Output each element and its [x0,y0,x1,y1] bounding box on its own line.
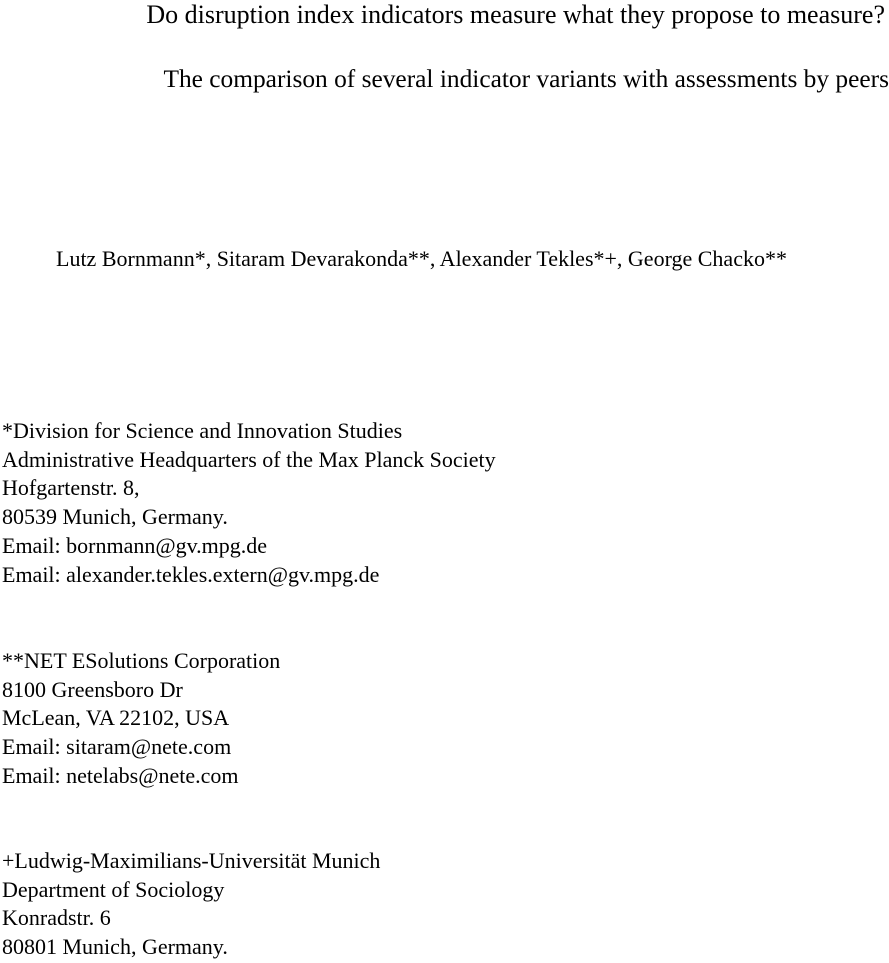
affiliation-line: 8100 Greensboro Dr [2,676,183,702]
affiliation-max-planck [2,417,496,589]
affiliation-email: Email: netelabs@nete.com [2,762,239,788]
affiliation-line: Department of Sociology [2,876,225,902]
affiliation-line: Administrative Headquarters of the Max Planck Society [2,446,496,472]
author-list: Lutz Bornmann*, Sitaram Devarakonda**, Alexander Tekles*+, George Chacko** [56,246,787,271]
affiliation-line: +Ludwig-Maximilians-Universität Munich [2,848,381,873]
affiliation-email: Email: bornmann@gv.mpg.de [2,532,268,558]
paper-title: Do disruption index indicators measure what they propose to measure? [146,0,885,29]
affiliation-lmu-munich [2,847,380,962]
affiliation-line: **NET ESolutions Corporation [2,648,281,673]
affiliation-net-esolutions [2,647,280,791]
affiliation-line: Konradstr. 6 [2,905,111,931]
affiliation-line: McLean, VA 22102, USA [2,705,230,731]
affiliation-line: 80539 Munich, Germany. [2,504,228,530]
paper-subtitle: The comparison of several indicator variants with assessments by peers [163,65,889,93]
affiliation-email: Email: alexander.tekles.extern@gv.mpg.de [2,561,380,587]
affiliation-line: 80801 Munich, Germany. [2,934,228,960]
affiliation-line: *Division for Science and Innovation Studies [2,418,403,443]
affiliation-line: Hofgartenstr. 8, [2,475,140,501]
affiliation-email: Email: sitaram@nete.com [2,734,232,760]
